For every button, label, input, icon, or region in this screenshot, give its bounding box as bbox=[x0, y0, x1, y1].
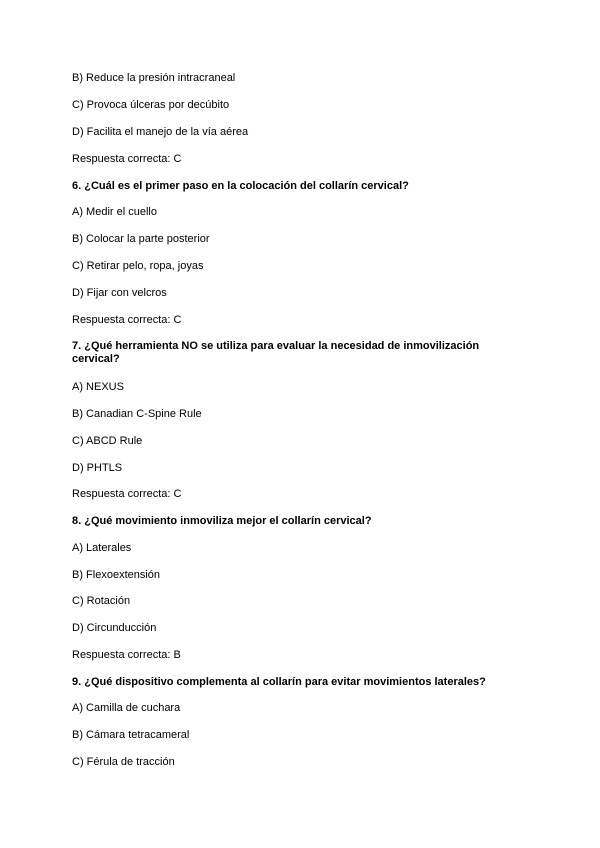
option-text: A) NEXUS bbox=[72, 381, 124, 393]
option-text: B) Cámara tetracameral bbox=[72, 729, 190, 741]
answer-text: Respuesta correcta: C bbox=[72, 314, 182, 326]
document-page bbox=[72, 0, 528, 848]
option-text: D) Fijar con velcros bbox=[72, 287, 167, 299]
option-text: B) Reduce la presión intracraneal bbox=[72, 72, 236, 84]
option-text: C) Rotación bbox=[72, 595, 131, 607]
option-text: A) Laterales bbox=[72, 542, 132, 554]
option-text: C) Retirar pelo, ropa, joyas bbox=[72, 260, 204, 272]
option-text: D) Facilita el manejo de la vía aérea bbox=[72, 126, 249, 138]
option-text: D) PHTLS bbox=[72, 462, 123, 474]
option-text: C) ABCD Rule bbox=[72, 435, 143, 447]
option-text: D) Circunducción bbox=[72, 622, 157, 634]
option-text: A) Medir el cuello bbox=[72, 206, 157, 218]
answer-text: Respuesta correcta: C bbox=[72, 153, 182, 165]
option-text: C) Férula de tracción bbox=[72, 756, 175, 768]
question-text: 7. ¿Qué herramienta NO se utiliza para evaluar la necesidad de inmovilización cervical? bbox=[72, 340, 480, 365]
option-text: C) Provoca úlceras por decúbito bbox=[72, 99, 230, 111]
option-text: A) Camilla de cuchara bbox=[72, 702, 181, 714]
question-text: 9. ¿Qué dispositivo complementa al collarín para evitar movimientos laterales? bbox=[72, 676, 486, 688]
question-text: 8. ¿Qué movimiento inmoviliza mejor el collarín cervical? bbox=[72, 515, 372, 527]
option-text: B) Colocar la parte posterior bbox=[72, 233, 210, 245]
option-text: B) Flexoextensión bbox=[72, 569, 161, 581]
option-text: B) Canadian C-Spine Rule bbox=[72, 408, 202, 420]
question-text: 6. ¿Cuál es el primer paso en la colocación del collarín cervical? bbox=[72, 180, 409, 192]
answer-text: Respuesta correcta: B bbox=[72, 649, 181, 661]
answer-text: Respuesta correcta: C bbox=[72, 488, 182, 500]
